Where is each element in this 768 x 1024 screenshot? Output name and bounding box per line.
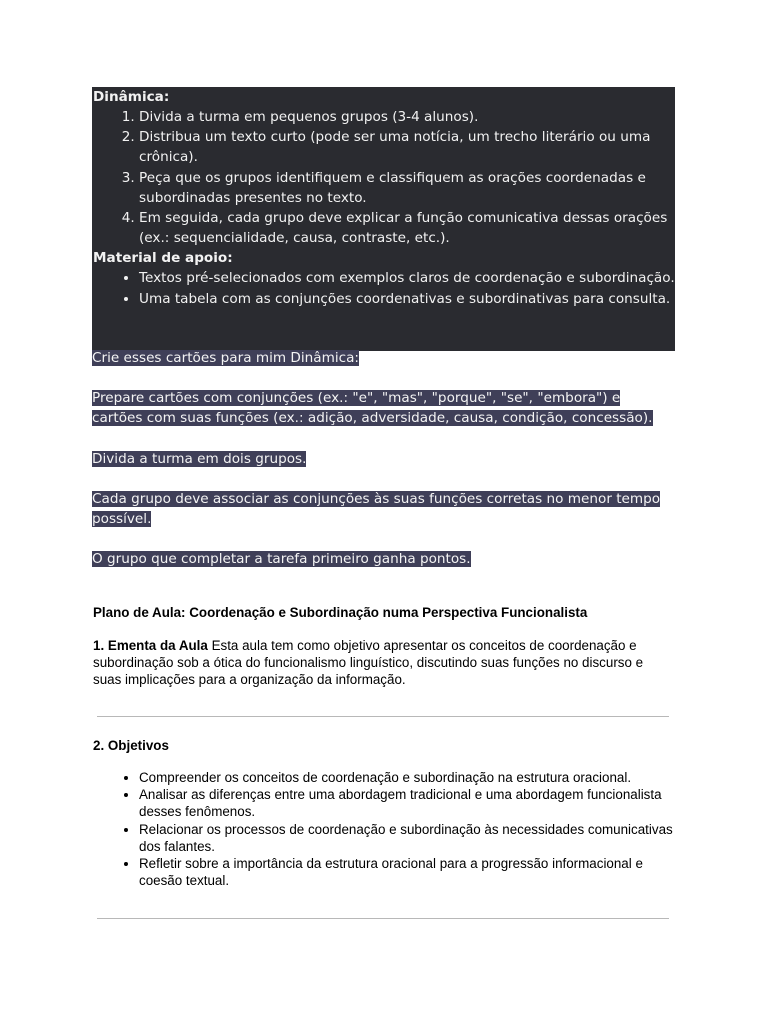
plan-title: Plano de Aula: Coordenação e Subordinação numa Perspectiva Funcionalista	[93, 605, 588, 620]
objetivos-list	[93, 769, 675, 889]
ementa-text: Esta aula tem como objetivo apresentar os conceitos de coordenação e subordinação sob a ótica do funcionalismo linguístico, discutindo suas funções no discurso e suas implicações para a organização da informação.	[93, 638, 644, 688]
highlighted-text: Prepare cartões com conjunções (ex.: "e", "mas", "porque", "se", "embora") e cartões com suas funções (ex.: adição, adversidade, causa, condição, concessão).	[92, 390, 653, 427]
list-item: • Textos pré-selecionados com exemplos claros de coordenação e subordinação.	[139, 268, 675, 288]
steps-list	[93, 107, 675, 248]
highlighted-text: O grupo que completar a tarefa primeiro ganha pontos.	[92, 551, 471, 567]
objetivos-section	[93, 769, 675, 889]
highlighted-text: Divida a turma em dois grupos.	[92, 451, 307, 467]
list-item: 2. Distribua um texto curto (pode ser uma notícia, um trecho literário ou uma crônica).	[139, 127, 675, 167]
horizontal-divider	[97, 716, 669, 717]
highlighted-paragraph-1	[92, 348, 672, 368]
highlighted-paragraph-3	[92, 449, 672, 469]
dinamica-heading: Dinâmica:	[93, 89, 170, 105]
list-item: 4. Em seguida, cada grupo deve explicar a função comunicativa dessas orações (ex.: sequencialidade, causa, contraste, etc.).	[139, 208, 675, 248]
list-item: • Analisar as diferenças entre uma abordagem tradicional e uma abordagem funcionalista desses fenômenos.	[139, 786, 675, 820]
list-item: • Uma tabela com as conjunções coordenativas e subordinativas para consulta.	[139, 289, 675, 309]
highlighted-text: Crie esses cartões para mim Dinâmica:	[92, 350, 360, 366]
materials-list	[93, 268, 675, 308]
material-heading: Material de apoio:	[93, 250, 233, 267]
objetivos-heading: 2. Objetivos	[93, 738, 169, 753]
list-item: • Relacionar os processos de coordenação e subordinação às necessidades comunicativas dos falantes.	[139, 821, 675, 855]
list-item: • Refletir sobre a importância da estrutura oracional para a progressão informacional e coesão textual.	[139, 855, 675, 889]
ementa-paragraph	[93, 637, 675, 689]
highlighted-text: Cada grupo deve associar as conjunções às suas funções corretas no menor tempo possível.	[92, 491, 661, 528]
list-item: 1. Divida a turma em pequenos grupos (3-4 alunos).	[139, 107, 675, 127]
dark-chat-block	[92, 87, 675, 351]
list-item: 3. Peça que os grupos identifiquem e classifiquem as orações coordenadas e subordinadas presentes no texto.	[139, 168, 675, 208]
highlighted-paragraph-5	[92, 549, 672, 569]
highlighted-paragraph-2	[92, 388, 672, 428]
highlighted-paragraph-4	[92, 489, 672, 529]
list-item: • Compreender os conceitos de coordenação e subordinação na estrutura oracional.	[139, 769, 675, 786]
ementa-label: 1. Ementa da Aula	[93, 638, 208, 653]
horizontal-divider	[97, 918, 669, 919]
